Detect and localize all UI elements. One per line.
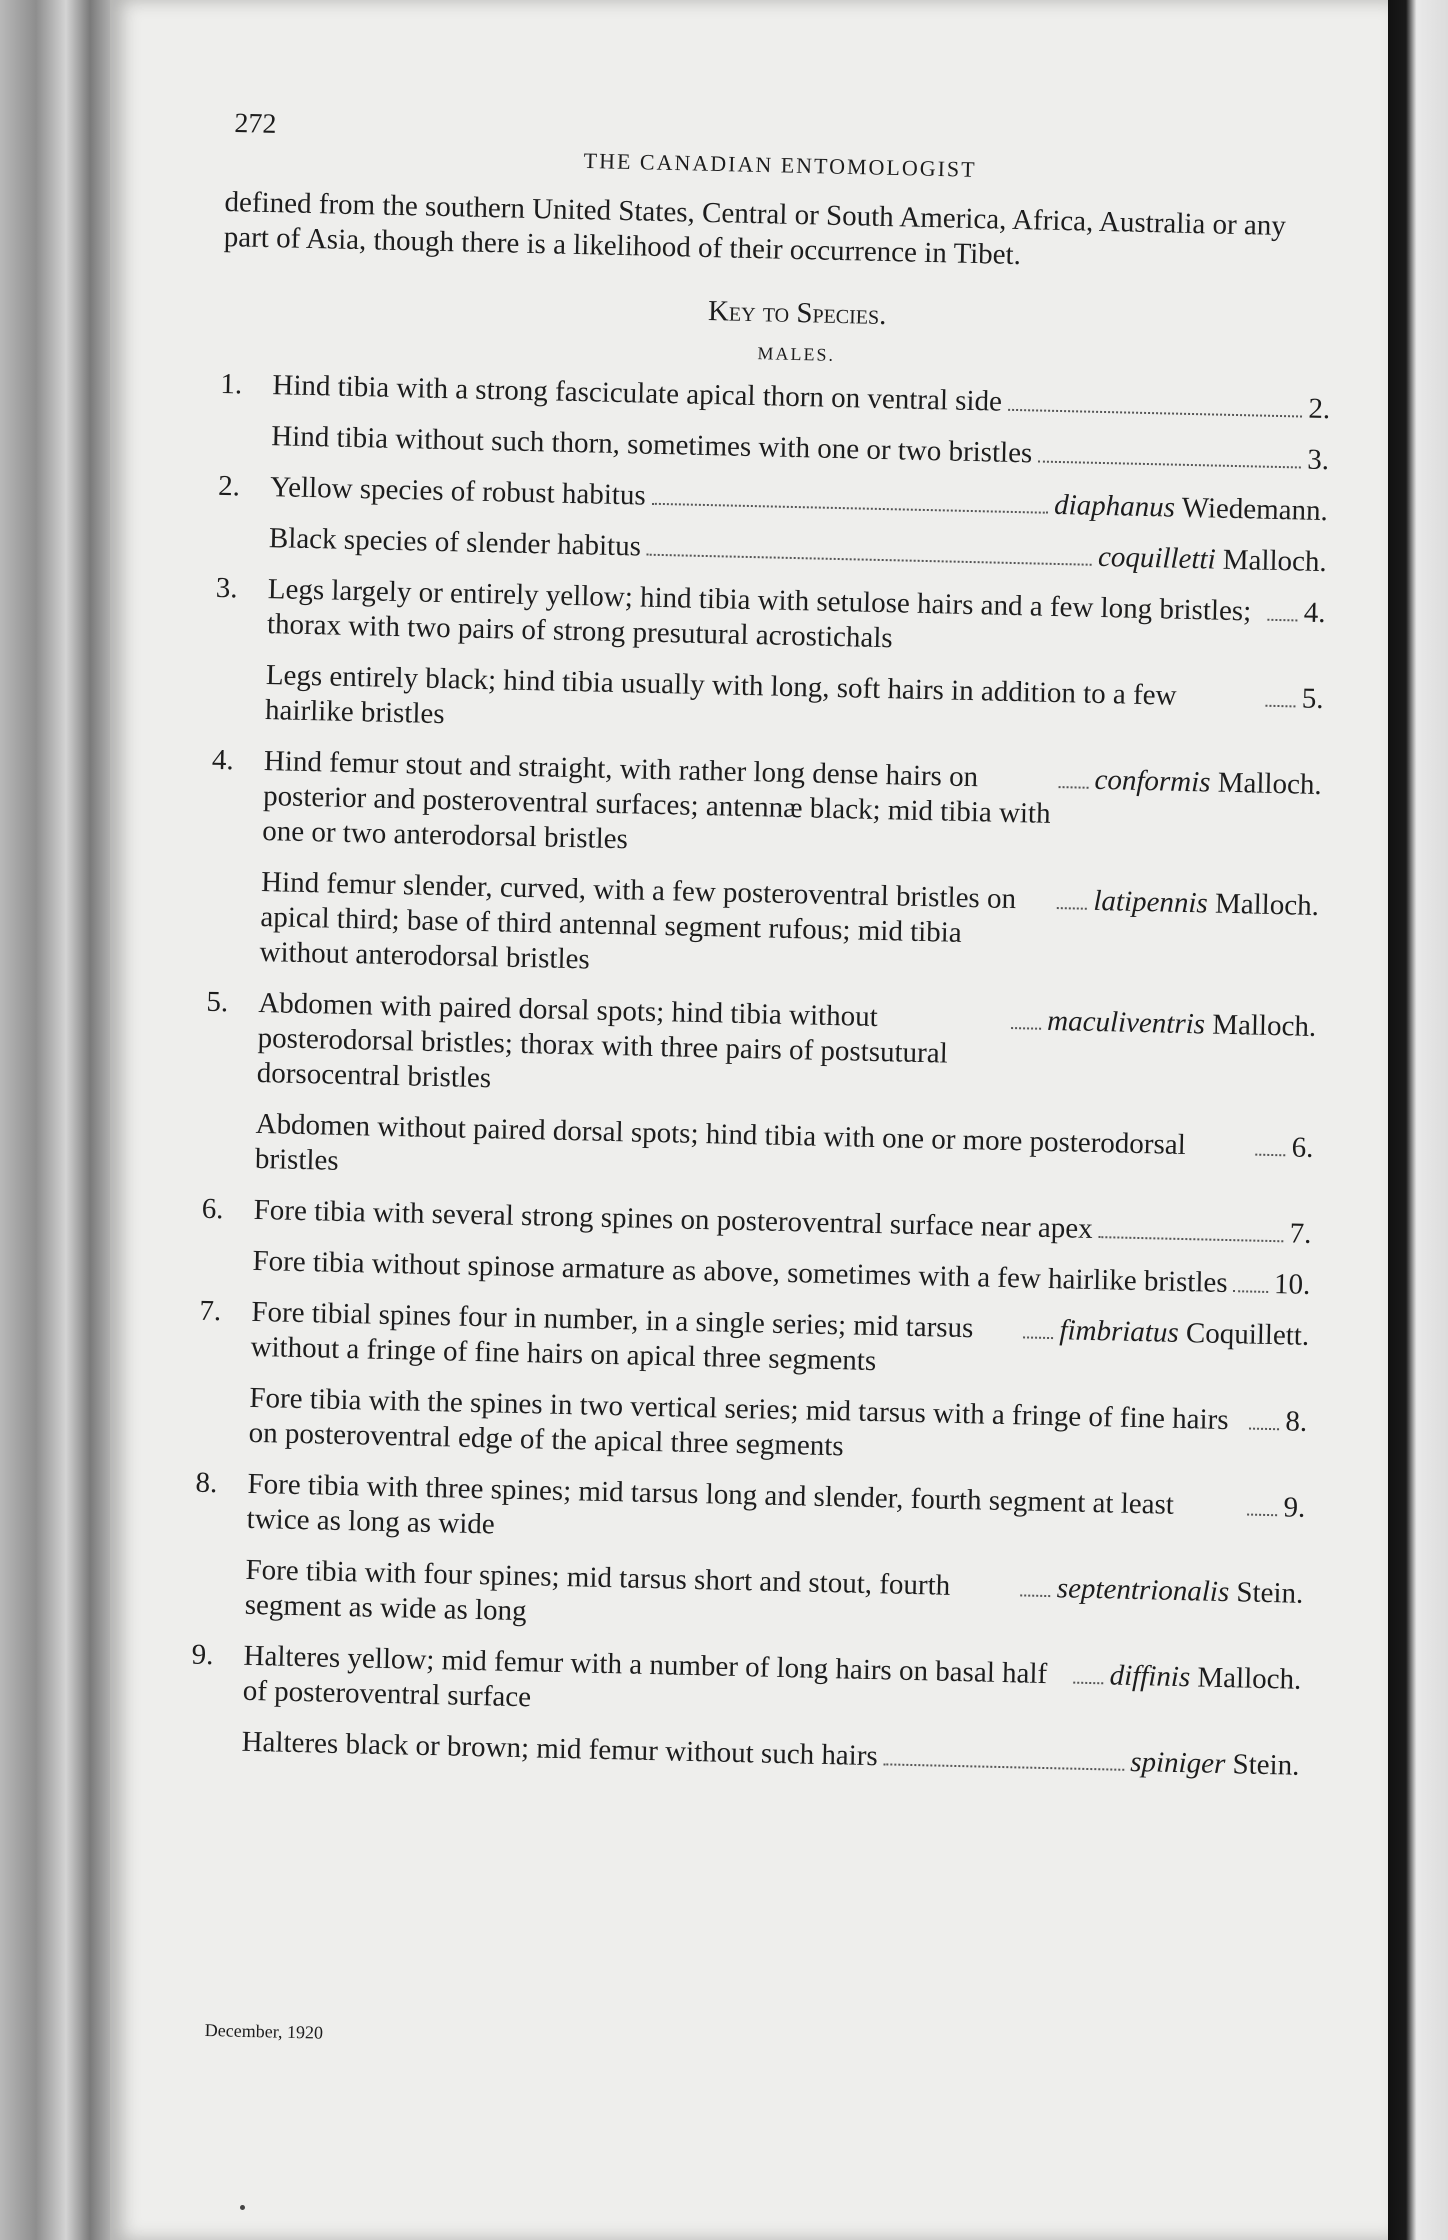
entry-result bbox=[1291, 1130, 1314, 1165]
leader-dots bbox=[884, 1763, 1125, 1770]
entry-text: Fore tibia with several strong spines on posteroventral surface near apex bbox=[253, 1193, 1094, 1245]
species-name: maculiventris bbox=[1046, 1004, 1206, 1041]
key-couplet bbox=[203, 985, 1317, 1201]
speck bbox=[240, 2205, 245, 2210]
couplet-number: 5. bbox=[206, 985, 229, 1019]
entry-text: Abdomen without paired dorsal spots; hind tibia with one or more posterodorsal bristles bbox=[254, 1107, 1187, 1177]
key-entry bbox=[218, 469, 1329, 529]
key-entry bbox=[217, 520, 1328, 580]
entry-result bbox=[1289, 1216, 1312, 1251]
couplet-reference: 6. bbox=[1291, 1131, 1314, 1164]
entry-result bbox=[1054, 488, 1329, 529]
entry-text: Fore tibia with three spines; mid tarsus long and slender, fourth segment at least twice as long as wide bbox=[246, 1467, 1175, 1541]
species-author: Malloch. bbox=[1217, 766, 1323, 802]
leader-dots bbox=[1021, 1594, 1051, 1597]
entry-text: Fore tibial spines four in number, in a single series; mid tarsus without a fringe of fine hairs on apical three segments bbox=[250, 1295, 974, 1378]
key-title: Key to Species. bbox=[707, 294, 887, 332]
entry-text: Hind tibia without such thorn, sometimes with one or two bristles bbox=[270, 420, 1033, 470]
leader-dots bbox=[1268, 619, 1298, 622]
key-entry bbox=[189, 1724, 1300, 1784]
species-author: Wiedemann. bbox=[1181, 491, 1329, 528]
leader-dots bbox=[1023, 1336, 1053, 1339]
key-couplet bbox=[192, 1466, 1305, 1647]
species-author: Malloch. bbox=[1214, 887, 1320, 922]
section-title: MALES. bbox=[757, 343, 836, 365]
entry-result bbox=[1094, 763, 1322, 803]
species-author: Malloch. bbox=[1197, 1661, 1302, 1696]
leader-dots bbox=[1233, 1290, 1267, 1293]
key-entry bbox=[204, 985, 1316, 1115]
entry-text: Black species of slender habitus bbox=[268, 522, 642, 563]
entry-result bbox=[1283, 1490, 1306, 1525]
running-title: THE CANADIAN ENTOMOLOGIST bbox=[583, 147, 977, 182]
key-couplet bbox=[196, 1294, 1309, 1475]
couplet-number: 7. bbox=[199, 1294, 222, 1328]
key-entry bbox=[207, 864, 1319, 994]
page-number: 272 bbox=[234, 107, 277, 140]
leader-dots bbox=[1057, 907, 1087, 910]
key-couplet bbox=[189, 1638, 1301, 1784]
leader-dots bbox=[1266, 705, 1296, 708]
key-entry bbox=[194, 1466, 1305, 1561]
species-name: diffinis bbox=[1109, 1659, 1191, 1694]
couplet-reference: 3. bbox=[1306, 443, 1330, 477]
couplet-reference: 7. bbox=[1289, 1217, 1312, 1250]
key-couplet bbox=[200, 1192, 1312, 1303]
key-entry bbox=[198, 1294, 1309, 1389]
entry-result bbox=[1109, 1658, 1301, 1697]
key-entry bbox=[215, 571, 1326, 666]
key-entry bbox=[219, 418, 1330, 478]
entry-text: Legs largely or entirely yellow; hind tibia with setulose hairs and a few long bristles; thorax with two pairs of strong presutural acrostichals bbox=[266, 573, 1252, 655]
key-entry bbox=[192, 1552, 1303, 1647]
species-author: Stein. bbox=[1232, 1748, 1300, 1782]
entry-result bbox=[1303, 596, 1326, 631]
key-entry bbox=[190, 1638, 1301, 1733]
leader-dots bbox=[1255, 1154, 1285, 1157]
species-name: fimbriatus bbox=[1059, 1314, 1180, 1349]
entry-result bbox=[1093, 884, 1319, 924]
species-name: coquilletti bbox=[1097, 540, 1216, 576]
species-name: conformis bbox=[1094, 763, 1211, 799]
key-entry bbox=[201, 1192, 1312, 1252]
species-key bbox=[189, 367, 1330, 1784]
key-entry bbox=[203, 1106, 1314, 1201]
entry-result bbox=[1274, 1267, 1311, 1303]
book-binding bbox=[0, 0, 120, 2240]
leader-dots bbox=[1098, 1236, 1283, 1242]
couplet-reference: 10. bbox=[1273, 1268, 1311, 1301]
leader-dots bbox=[1038, 461, 1301, 469]
entry-text: Hind femur slender, curved, with a few posteroventral bristles on apical third; base of third antennal segment rufous; mid tibia without anterodorsal bristles bbox=[259, 866, 1017, 976]
couplet-number: 2. bbox=[217, 469, 241, 503]
key-couplet bbox=[213, 571, 1326, 752]
couplet-number: 6. bbox=[201, 1192, 224, 1226]
entry-text: Yellow species of robust habitus bbox=[269, 471, 647, 512]
entry-text: Legs entirely black; hind tibia usually with long, soft hairs in addition to a few hairlike bristles bbox=[264, 659, 1177, 731]
footer-date: December, 1920 bbox=[204, 2020, 324, 2043]
entry-result bbox=[1307, 443, 1330, 478]
entry-text: Fore tibia with the spines in two vertical series; mid tarsus with a fringe of fine hairs on posteroventral edge of the apical three segments bbox=[248, 1381, 1229, 1463]
species-name: diaphanus bbox=[1053, 488, 1176, 524]
key-couplet bbox=[207, 743, 1322, 994]
couplet-number: 9. bbox=[191, 1638, 214, 1672]
page-content bbox=[189, 185, 1335, 1800]
leader-dots bbox=[1058, 786, 1088, 789]
species-name: septentrionalis bbox=[1056, 1572, 1230, 1609]
entry-result bbox=[1056, 1571, 1303, 1612]
couplet-reference: 9. bbox=[1283, 1491, 1306, 1524]
key-couplet bbox=[217, 469, 1329, 580]
key-entry bbox=[200, 1243, 1311, 1303]
entry-result bbox=[1098, 540, 1327, 580]
entry-result bbox=[1301, 682, 1324, 717]
couplet-reference: 5. bbox=[1301, 682, 1324, 716]
couplet-reference: 2. bbox=[1308, 392, 1331, 426]
leader-dots bbox=[1073, 1682, 1103, 1685]
species-author: Malloch. bbox=[1222, 543, 1328, 579]
entry-text: Fore tibia with four spines; mid tarsus short and stout, fourth segment as wide as long bbox=[244, 1553, 951, 1628]
key-couplet bbox=[219, 367, 1331, 478]
entry-result bbox=[1308, 392, 1331, 427]
leader-dots bbox=[647, 554, 1092, 566]
key-entry bbox=[196, 1380, 1307, 1475]
intro-paragraph: defined from the southern United States, Central or South America, Africa, Australia or any part of Asia, though there is a likelihood of their occurrence in Tibet. bbox=[223, 185, 1287, 272]
leader-dots bbox=[1249, 1428, 1279, 1431]
entry-result bbox=[1130, 1745, 1300, 1784]
species-author: Coquillett. bbox=[1185, 1317, 1310, 1352]
couplet-reference: 8. bbox=[1285, 1405, 1308, 1438]
leader-dots bbox=[1247, 1514, 1277, 1517]
entry-result bbox=[1285, 1404, 1308, 1439]
species-author: Stein. bbox=[1236, 1576, 1304, 1610]
entry-text: Hind femur stout and straight, with rather long dense hairs on posterior and posteroventral surfaces; antennæ black; mid tibia with one or two anterodorsal bristles bbox=[261, 745, 1051, 856]
species-name: spiniger bbox=[1129, 1745, 1226, 1781]
leader-dots bbox=[1008, 409, 1303, 418]
species-name: latipennis bbox=[1093, 884, 1209, 920]
couplet-reference: 4. bbox=[1303, 596, 1326, 630]
couplet-number: 1. bbox=[220, 367, 243, 401]
entry-text: Abdomen with paired dorsal spots; hind tibia without posterodorsal bristles; thorax with three pairs of postsutural dorsocentral bristles bbox=[256, 986, 949, 1095]
entry-text: Halteres black or brown; mid femur without such hairs bbox=[241, 1725, 879, 1773]
page-edge bbox=[1378, 0, 1448, 2240]
species-author: Malloch. bbox=[1211, 1008, 1317, 1043]
leader-dots bbox=[651, 503, 1048, 514]
couplet-number: 8. bbox=[195, 1466, 218, 1500]
entry-result bbox=[1047, 1004, 1317, 1045]
entry-text: Halteres yellow; mid femur with a number of long hairs on basal half of posteroventral surface bbox=[242, 1639, 1048, 1714]
leader-dots bbox=[1011, 1027, 1041, 1030]
entry-text: Hind tibia with a strong fasciculate apical thorn on ventral side bbox=[272, 369, 1003, 418]
couplet-number: 3. bbox=[215, 571, 238, 605]
key-entry bbox=[210, 743, 1322, 873]
key-entry bbox=[213, 657, 1324, 752]
entry-text: Fore tibia without spinose armature as above, sometimes with a few hairlike bristles bbox=[252, 1244, 1229, 1300]
couplet-number: 4. bbox=[211, 743, 235, 777]
entry-result bbox=[1059, 1313, 1309, 1354]
